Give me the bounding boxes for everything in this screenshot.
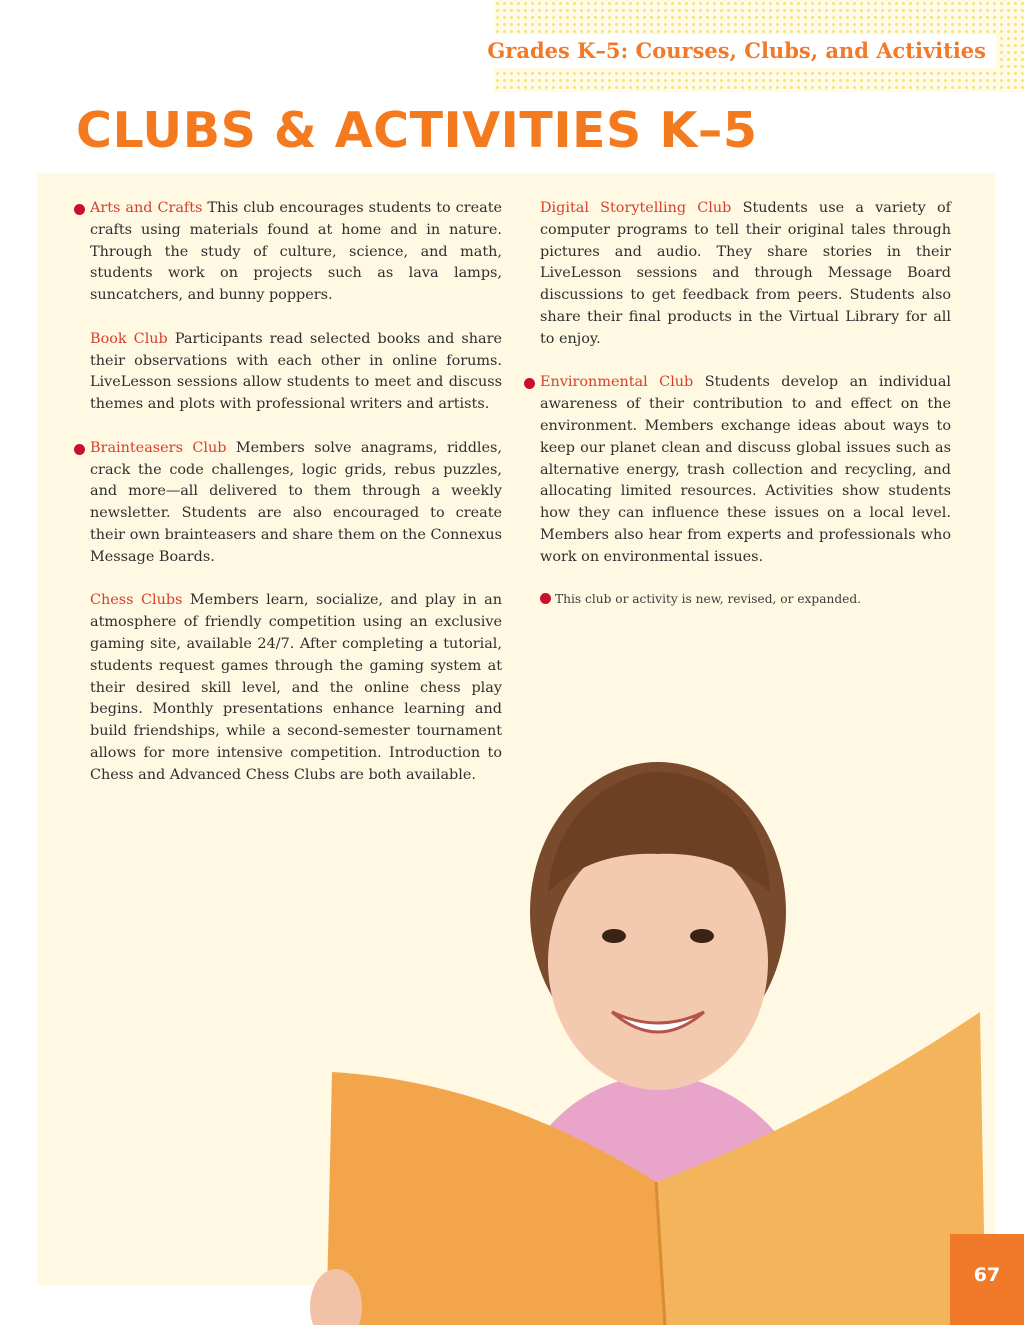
club-entry-digital-storytelling-club: [540, 198, 951, 351]
club-description: This club encourages students to create crafts using materials found at home and in nature. Through the study of culture, science, and math, students work on projects such as lava lamps, suncatchers, and bunny poppers.: [90, 200, 502, 304]
right-column: [540, 198, 951, 608]
section-label: Grades K–5: Courses, Clubs, and Activities: [477, 34, 996, 68]
left-column: [90, 198, 502, 808]
new-indicator-bullet: [74, 444, 85, 455]
new-indicator-bullet: [74, 204, 85, 215]
club-name: Environmental Club: [540, 374, 694, 391]
club-entry-environmental-club: [540, 372, 951, 568]
page-number: 67: [950, 1234, 1024, 1325]
girl-reading-book-photo: [296, 752, 986, 1325]
legend-note: [540, 590, 951, 608]
club-name: Digital Storytelling Club: [540, 200, 732, 216]
club-description: Members learn, socialize, and play in an atmosphere of friendly competition using an exclusive gaming site, available 24/7. After completing a tutorial, students request games through the gaming system at their desired skill level, and the online chess play begins. Monthly presentations enhance learning and build friendships, while a second-semester tournament allows for more intensive competition. Introduction to Chess and Advanced Chess Clubs are both available.: [90, 592, 503, 783]
club-entry-brainteasers-club: [90, 438, 502, 569]
club-name: Arts and Crafts: [90, 200, 203, 216]
club-entry-arts-and-crafts: [90, 198, 502, 307]
club-description: Participants read selected books and share their observations with each other in online forums. LiveLesson sessions allow students to meet and discuss themes and plots with professional writers and artists.: [90, 330, 502, 413]
club-name: Brainteasers Club: [90, 439, 227, 456]
club-description: Students develop an individual awareness of their contribution to and effect on the environment. Members exchange ideas about ways to keep our planet clean and discuss global issues such as alternative energy, trash collection and recycling, and allocating limited resources. Activities show students how they can influence these issues on a local level. Members also hear from experts and professionals who work on environmental issues.: [540, 374, 951, 565]
club-name: Chess Clubs: [90, 592, 183, 609]
header-dotted-band: [487, 0, 1024, 92]
club-name: Book Club: [90, 330, 168, 347]
legend-note-text: This club or activity is new, revised, or expanded.: [555, 592, 862, 607]
club-entry-book-club: [90, 329, 502, 416]
page-title: CLUBS & ACTIVITIES K–5: [76, 102, 758, 159]
club-description: Members solve anagrams, riddles, crack the code challenges, logic grids, rebus puzzles, and more—all delivered to them through a weekly newsletter. Students are also encouraged to create their own brainteasers and share them on the Connexus Message Boards.: [90, 439, 503, 565]
legend-bullet: [540, 593, 551, 604]
club-description: Students use a variety of computer programs to tell their original tales through pictures and audio. They share stories in their LiveLesson sessions and through Message Board discussions to get feedback from peers. Students also share their final products in the Virtual Library for all to enjoy.: [540, 200, 951, 347]
